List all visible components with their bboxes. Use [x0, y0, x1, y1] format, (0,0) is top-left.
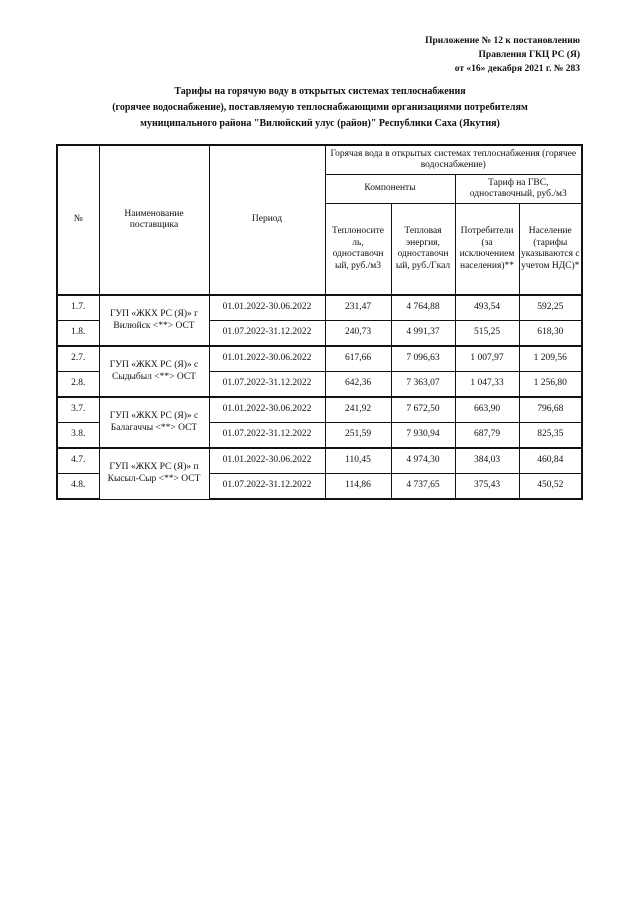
table-row [57, 448, 582, 474]
consumers-tariff-value: 493,54 [455, 295, 519, 321]
document-title [70, 84, 570, 132]
heat-energy-value: 7 672,50 [391, 397, 455, 423]
supplier-name: ГУП «ЖКХ РС (Я)» с Балагаччы <**> ОСТ [99, 397, 209, 448]
header-num: № [57, 145, 99, 295]
population-tariff-value: 1 209,56 [519, 346, 582, 372]
row-number: 3.7. [57, 397, 99, 423]
period-cell: 01.01.2022-30.06.2022 [209, 397, 325, 423]
consumers-tariff-value: 663,90 [455, 397, 519, 423]
row-number: 4.7. [57, 448, 99, 474]
heat-carrier-value: 110,45 [325, 448, 391, 474]
supplier-name: ГУП «ЖКХ РС (Я)» г Вилюйск <**> ОСТ [99, 295, 209, 346]
header-population: Население (тарифы указываются с учетом НДС)* [519, 204, 582, 296]
header-heat-energy: Тепловая энергия, одноставочн ый, руб./Гкал [391, 204, 455, 296]
heat-carrier-value: 240,73 [325, 321, 391, 347]
appendix-note-line-2: Правления ГКЦ РС (Я) [478, 50, 580, 60]
row-number: 1.7. [57, 295, 99, 321]
consumers-tariff-value: 375,43 [455, 474, 519, 500]
header-consumers: Потребители (за исключением населения)** [455, 204, 519, 296]
header-hot-water: Горячая вода в открытых системах теплоснабжения (горячее водоснабжение) [325, 145, 582, 175]
row-number: 1.8. [57, 321, 99, 347]
header-period: Период [209, 145, 325, 295]
period-cell: 01.07.2022-31.12.2022 [209, 321, 325, 347]
supplier-name: ГУП «ЖКХ РС (Я)» п Кысыл-Сыр <**> ОСТ [99, 448, 209, 499]
heat-carrier-value: 114,86 [325, 474, 391, 500]
table-row [57, 295, 582, 321]
row-number: 4.8. [57, 474, 99, 500]
heat-energy-value: 4 974,30 [391, 448, 455, 474]
tariff-table [56, 144, 583, 500]
appendix-note [280, 34, 580, 76]
table-row [57, 397, 582, 423]
population-tariff-value: 825,35 [519, 423, 582, 449]
heat-energy-value: 4 991,37 [391, 321, 455, 347]
header-components: Компоненты [325, 175, 455, 204]
consumers-tariff-value: 687,79 [455, 423, 519, 449]
period-cell: 01.07.2022-31.12.2022 [209, 423, 325, 449]
supplier-name: ГУП «ЖКХ РС (Я)» с Сыдыбыл <**> ОСТ [99, 346, 209, 397]
period-cell: 01.01.2022-30.06.2022 [209, 295, 325, 321]
heat-energy-value: 4 737,65 [391, 474, 455, 500]
period-cell: 01.07.2022-31.12.2022 [209, 372, 325, 398]
population-tariff-value: 796,68 [519, 397, 582, 423]
population-tariff-value: 450,52 [519, 474, 582, 500]
period-cell: 01.07.2022-31.12.2022 [209, 474, 325, 500]
document-title-line-2: (горячее водоснабжение), поставляемую теплоснабжающими организациями потребителям [112, 102, 528, 113]
population-tariff-value: 1 256,80 [519, 372, 582, 398]
document-title-line-3: муниципального района "Вилюйский улус (район)" Республики Саха (Якутия) [140, 118, 500, 129]
appendix-note-line-1: Приложение № 12 к постановлению [425, 36, 580, 46]
heat-carrier-value: 617,66 [325, 346, 391, 372]
row-number: 2.7. [57, 346, 99, 372]
header-tariff-gvs: Тариф на ГВС, одноставочный, руб./м3 [455, 175, 582, 204]
row-number: 2.8. [57, 372, 99, 398]
document-title-line-1: Тарифы на горячую воду в открытых системах теплоснабжения [174, 86, 466, 97]
consumers-tariff-value: 384,03 [455, 448, 519, 474]
header-heat-carrier: Теплоносите ль, одноставочн ый, руб./м3 [325, 204, 391, 296]
appendix-note-line-3: от «16» декабря 2021 г. № 283 [454, 64, 580, 74]
row-number: 3.8. [57, 423, 99, 449]
heat-energy-value: 4 764,88 [391, 295, 455, 321]
population-tariff-value: 460,84 [519, 448, 582, 474]
consumers-tariff-value: 1 047,33 [455, 372, 519, 398]
table-header-row-1 [57, 145, 582, 175]
heat-carrier-value: 251,59 [325, 423, 391, 449]
heat-carrier-value: 241,92 [325, 397, 391, 423]
period-cell: 01.01.2022-30.06.2022 [209, 448, 325, 474]
population-tariff-value: 618,30 [519, 321, 582, 347]
heat-energy-value: 7 930,94 [391, 423, 455, 449]
table-row [57, 346, 582, 372]
heat-carrier-value: 231,47 [325, 295, 391, 321]
heat-energy-value: 7 363,07 [391, 372, 455, 398]
consumers-tariff-value: 1 007,97 [455, 346, 519, 372]
header-supplier: Наименование поставщика [99, 145, 209, 295]
heat-energy-value: 7 096,63 [391, 346, 455, 372]
period-cell: 01.01.2022-30.06.2022 [209, 346, 325, 372]
heat-carrier-value: 642,36 [325, 372, 391, 398]
population-tariff-value: 592,25 [519, 295, 582, 321]
consumers-tariff-value: 515,25 [455, 321, 519, 347]
